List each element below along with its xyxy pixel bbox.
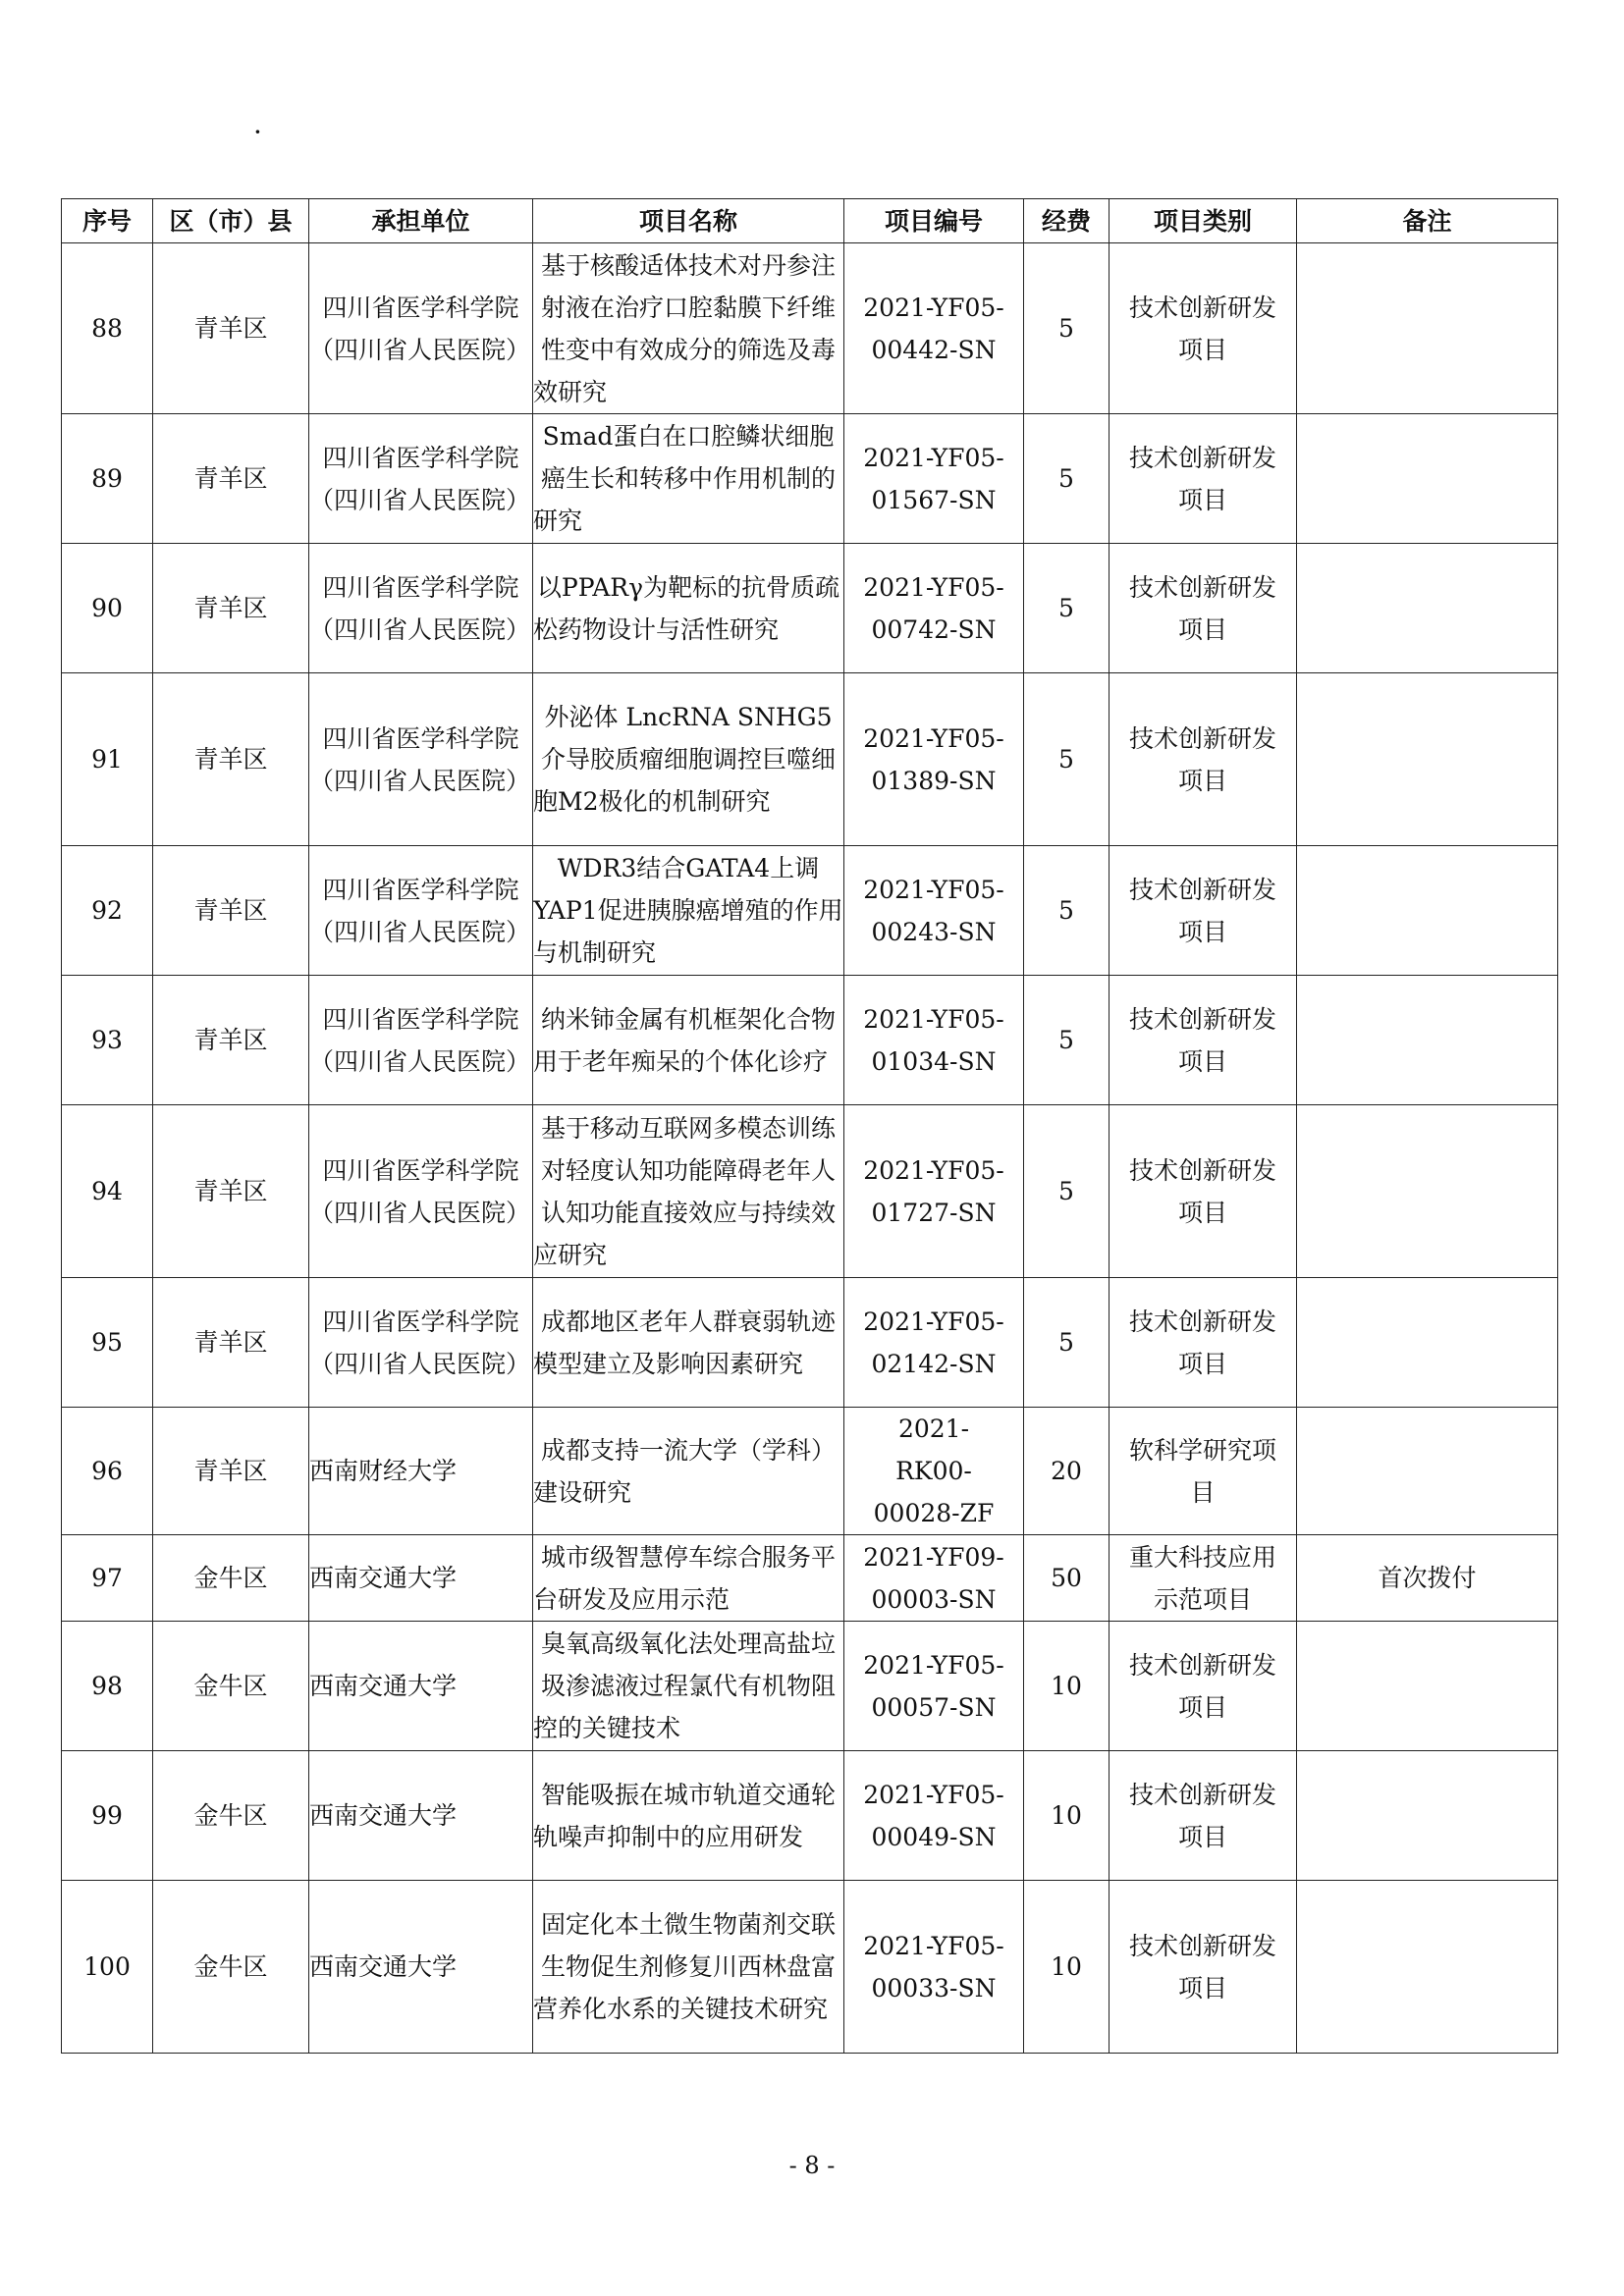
- cell-project-name: 基于移动互联网多模态训练对轻度认知功能障碍老年人认知功能直接效应与持续效应研究: [533, 1105, 844, 1278]
- table-row: [62, 243, 1558, 414]
- cell-category: 技术创新研发项目: [1110, 1278, 1297, 1408]
- cell-no: 88: [62, 243, 153, 414]
- cell-note: [1297, 673, 1558, 846]
- cell-project-name: WDR3结合GATA4上调YAP1促进胰腺癌增殖的作用与机制研究: [533, 846, 844, 976]
- cell-district: 金牛区: [153, 1881, 309, 2054]
- cell-note: 首次拨付: [1297, 1535, 1558, 1622]
- table-row: [62, 846, 1558, 976]
- cell-note: [1297, 1881, 1558, 2054]
- cell-fund: 5: [1024, 846, 1110, 976]
- cell-district: 金牛区: [153, 1535, 309, 1622]
- cell-project-code: 2021-YF05-00243-SN: [844, 846, 1024, 976]
- table-row: [62, 1622, 1558, 1751]
- header-district: 区（市）县: [153, 199, 309, 243]
- cell-district: 青羊区: [153, 976, 309, 1105]
- cell-project-name: Smad蛋白在口腔鳞状细胞癌生长和转移中作用机制的研究: [533, 414, 844, 544]
- cell-project-code: 2021-YF05-00742-SN: [844, 544, 1024, 673]
- header-no: 序号: [62, 199, 153, 243]
- header-code: 项目编号: [844, 199, 1024, 243]
- cell-district: 青羊区: [153, 1408, 309, 1535]
- cell-project-name: 智能吸振在城市轨道交通轮轨噪声抑制中的应用研发: [533, 1751, 844, 1881]
- table-row: [62, 976, 1558, 1105]
- cell-category: 技术创新研发项目: [1110, 1622, 1297, 1751]
- table-row: [62, 1881, 1558, 2054]
- header-mark: ·: [253, 116, 262, 148]
- header-category: 项目类别: [1110, 199, 1297, 243]
- cell-fund: 10: [1024, 1751, 1110, 1881]
- cell-fund: 5: [1024, 976, 1110, 1105]
- table-row: [62, 544, 1558, 673]
- cell-no: 97: [62, 1535, 153, 1622]
- page-number: - 8 -: [788, 2152, 836, 2179]
- cell-no: 99: [62, 1751, 153, 1881]
- cell-district: 青羊区: [153, 243, 309, 414]
- cell-project-name: 基于核酸适体技术对丹参注射液在治疗口腔黏膜下纤维性变中有效成分的筛选及毒效研究: [533, 243, 844, 414]
- cell-unit: 四川省医学科学院（四川省人民医院）: [309, 846, 533, 976]
- cell-district: 青羊区: [153, 544, 309, 673]
- cell-project-code: 2021-YF09-00003-SN: [844, 1535, 1024, 1622]
- cell-note: [1297, 414, 1558, 544]
- cell-project-code: 2021-YF05-00442-SN: [844, 243, 1024, 414]
- cell-project-name: 外泌体 LncRNA SNHG5介导胶质瘤细胞调控巨噬细胞M2极化的机制研究: [533, 673, 844, 846]
- cell-unit: 四川省医学科学院（四川省人民医院）: [309, 1278, 533, 1408]
- cell-category: 技术创新研发项目: [1110, 544, 1297, 673]
- cell-unit: 西南交通大学: [309, 1881, 533, 2054]
- cell-note: [1297, 1408, 1558, 1535]
- cell-no: 100: [62, 1881, 153, 2054]
- cell-fund: 50: [1024, 1535, 1110, 1622]
- cell-note: [1297, 846, 1558, 976]
- cell-category: 技术创新研发项目: [1110, 846, 1297, 976]
- cell-project-code: 2021-YF05-01389-SN: [844, 673, 1024, 846]
- cell-project-code: 2021-YF05-01727-SN: [844, 1105, 1024, 1278]
- cell-note: [1297, 544, 1558, 673]
- cell-project-name: 成都支持一流大学（学科）建设研究: [533, 1408, 844, 1535]
- project-table: [61, 198, 1558, 2054]
- table-row: [62, 1751, 1558, 1881]
- cell-category: 技术创新研发项目: [1110, 414, 1297, 544]
- table-row: [62, 673, 1558, 846]
- cell-fund: 5: [1024, 243, 1110, 414]
- cell-note: [1297, 1105, 1558, 1278]
- cell-no: 94: [62, 1105, 153, 1278]
- cell-unit: 西南交通大学: [309, 1622, 533, 1751]
- cell-fund: 5: [1024, 673, 1110, 846]
- cell-unit: 四川省医学科学院（四川省人民医院）: [309, 673, 533, 846]
- cell-category: 重大科技应用示范项目: [1110, 1535, 1297, 1622]
- cell-category: 技术创新研发项目: [1110, 1105, 1297, 1278]
- cell-project-name: 臭氧高级氧化法处理高盐垃圾渗滤液过程氯代有机物阻控的关键技术: [533, 1622, 844, 1751]
- cell-fund: 5: [1024, 1105, 1110, 1278]
- cell-district: 青羊区: [153, 673, 309, 846]
- cell-note: [1297, 976, 1558, 1105]
- cell-project-code: 2021-YF05-02142-SN: [844, 1278, 1024, 1408]
- cell-district: 金牛区: [153, 1751, 309, 1881]
- cell-fund: 5: [1024, 414, 1110, 544]
- cell-unit: 西南交通大学: [309, 1751, 533, 1881]
- cell-unit: 四川省医学科学院（四川省人民医院）: [309, 414, 533, 544]
- cell-category: 软科学研究项目: [1110, 1408, 1297, 1535]
- cell-no: 90: [62, 544, 153, 673]
- cell-unit: 西南财经大学: [309, 1408, 533, 1535]
- cell-project-code: 2021-YF05-01034-SN: [844, 976, 1024, 1105]
- cell-project-code: 2021-YF05-00057-SN: [844, 1622, 1024, 1751]
- cell-unit: 四川省医学科学院（四川省人民医院）: [309, 976, 533, 1105]
- cell-district: 青羊区: [153, 414, 309, 544]
- cell-category: 技术创新研发项目: [1110, 976, 1297, 1105]
- cell-note: [1297, 1278, 1558, 1408]
- table-row: [62, 1278, 1558, 1408]
- cell-district: 青羊区: [153, 1105, 309, 1278]
- cell-district: 金牛区: [153, 1622, 309, 1751]
- cell-note: [1297, 243, 1558, 414]
- cell-no: 89: [62, 414, 153, 544]
- cell-district: 青羊区: [153, 846, 309, 976]
- table-row: [62, 1105, 1558, 1278]
- cell-fund: 10: [1024, 1622, 1110, 1751]
- cell-unit: 四川省医学科学院（四川省人民医院）: [309, 243, 533, 414]
- cell-project-name: 成都地区老年人群衰弱轨迹模型建立及影响因素研究: [533, 1278, 844, 1408]
- cell-unit: 四川省医学科学院（四川省人民医院）: [309, 544, 533, 673]
- cell-no: 96: [62, 1408, 153, 1535]
- table-row: [62, 1535, 1558, 1622]
- table-row: [62, 1408, 1558, 1535]
- cell-category: 技术创新研发项目: [1110, 1751, 1297, 1881]
- cell-project-name: 城市级智慧停车综合服务平台研发及应用示范: [533, 1535, 844, 1622]
- cell-unit: 四川省医学科学院（四川省人民医院）: [309, 1105, 533, 1278]
- cell-district: 青羊区: [153, 1278, 309, 1408]
- cell-note: [1297, 1751, 1558, 1881]
- cell-no: 91: [62, 673, 153, 846]
- cell-project-code: 2021-RK00-00028-ZF: [844, 1408, 1024, 1535]
- cell-project-code: 2021-YF05-00049-SN: [844, 1751, 1024, 1881]
- table-header-row: [62, 199, 1558, 243]
- cell-category: 技术创新研发项目: [1110, 243, 1297, 414]
- table-row: [62, 414, 1558, 544]
- cell-fund: 5: [1024, 1278, 1110, 1408]
- cell-category: 技术创新研发项目: [1110, 673, 1297, 846]
- cell-note: [1297, 1622, 1558, 1751]
- cell-category: 技术创新研发项目: [1110, 1881, 1297, 2054]
- cell-project-name: 纳米铈金属有机框架化合物用于老年痴呆的个体化诊疗: [533, 976, 844, 1105]
- cell-fund: 10: [1024, 1881, 1110, 2054]
- cell-project-name: 固定化本土微生物菌剂交联生物促生剂修复川西林盘富营养化水系的关键技术研究: [533, 1881, 844, 2054]
- cell-no: 92: [62, 846, 153, 976]
- header-fund: 经费: [1024, 199, 1110, 243]
- cell-unit: 西南交通大学: [309, 1535, 533, 1622]
- cell-project-code: 2021-YF05-01567-SN: [844, 414, 1024, 544]
- cell-no: 93: [62, 976, 153, 1105]
- cell-no: 98: [62, 1622, 153, 1751]
- cell-project-name: 以PPARγ为靶标的抗骨质疏松药物设计与活性研究: [533, 544, 844, 673]
- cell-project-code: 2021-YF05-00033-SN: [844, 1881, 1024, 2054]
- header-name: 项目名称: [533, 199, 844, 243]
- cell-no: 95: [62, 1278, 153, 1408]
- header-note: 备注: [1297, 199, 1558, 243]
- header-unit: 承担单位: [309, 199, 533, 243]
- cell-fund: 5: [1024, 544, 1110, 673]
- cell-fund: 20: [1024, 1408, 1110, 1535]
